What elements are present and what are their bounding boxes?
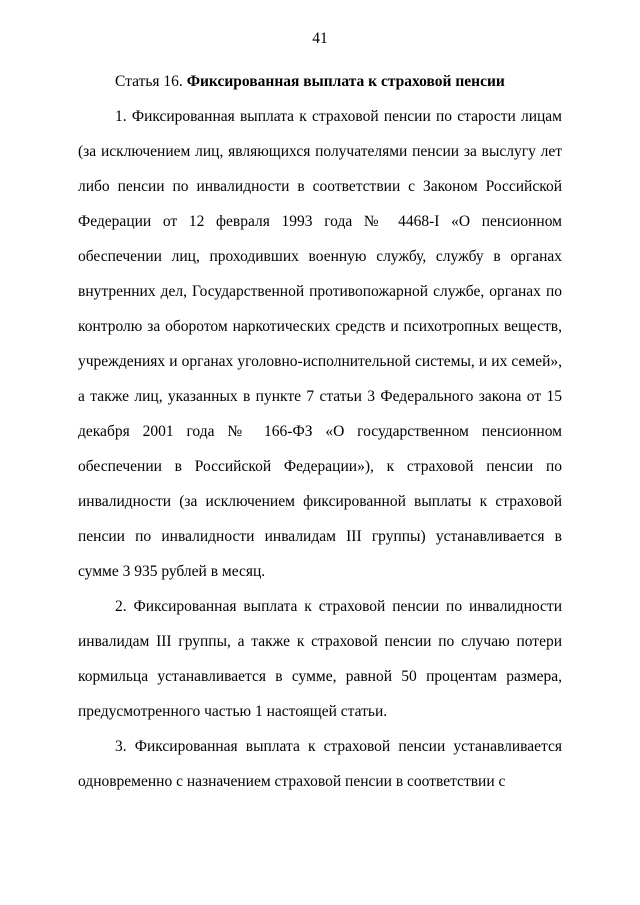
paragraph-3: 3. Фиксированная выплата к страховой пенсии устанавливается одновременно с назначением страховой пенсии в соответствии с bbox=[78, 738, 562, 790]
page-number: 41 bbox=[312, 30, 328, 47]
paragraph-1: 1. Фиксированная выплата к страховой пенсии по старости лицам (за исключением лиц, являющихся получателями пенсии за выслугу лет либо пенсии по инвалидности в соответствии с Законом Российской Федерации от 12 февраля 1993 года № 4468-I «О пенсионном обеспечении лиц, проходивших военную службу, службу в органах внутренних дел, Государственной противопожарной службе, органах по контролю за оборотом наркотических средств и психотропных веществ, учреждениях и органах уголовно-исполнительной системы, и их семей», а также лиц, указанных в пункте 7 статьи 3 Федерального закона от 15 декабря 2001 года № 166-ФЗ «О государственном пенсионном обеспечении в Российской Федерации»), к страховой пенсии по инвалидности (за исключением фиксированной выплаты к страховой пенсии по инвалидности инвалидам III группы) устанавливается в сумме 3 935 рублей в месяц. bbox=[78, 108, 562, 580]
article-heading bbox=[78, 64, 562, 99]
paragraph-2: 2. Фиксированная выплата к страховой пенсии по инвалидности инвалидам III группы, а также к страховой пенсии по случаю потери кормильца устанавливается в сумме, равной 50 процентам размера, предусмотренного частью 1 настоящей статьи. bbox=[78, 598, 562, 720]
article-heading-prefix: Статья 16. bbox=[115, 73, 187, 90]
article-heading-title: Фиксированная выплата к страховой пенсии bbox=[186, 73, 505, 90]
